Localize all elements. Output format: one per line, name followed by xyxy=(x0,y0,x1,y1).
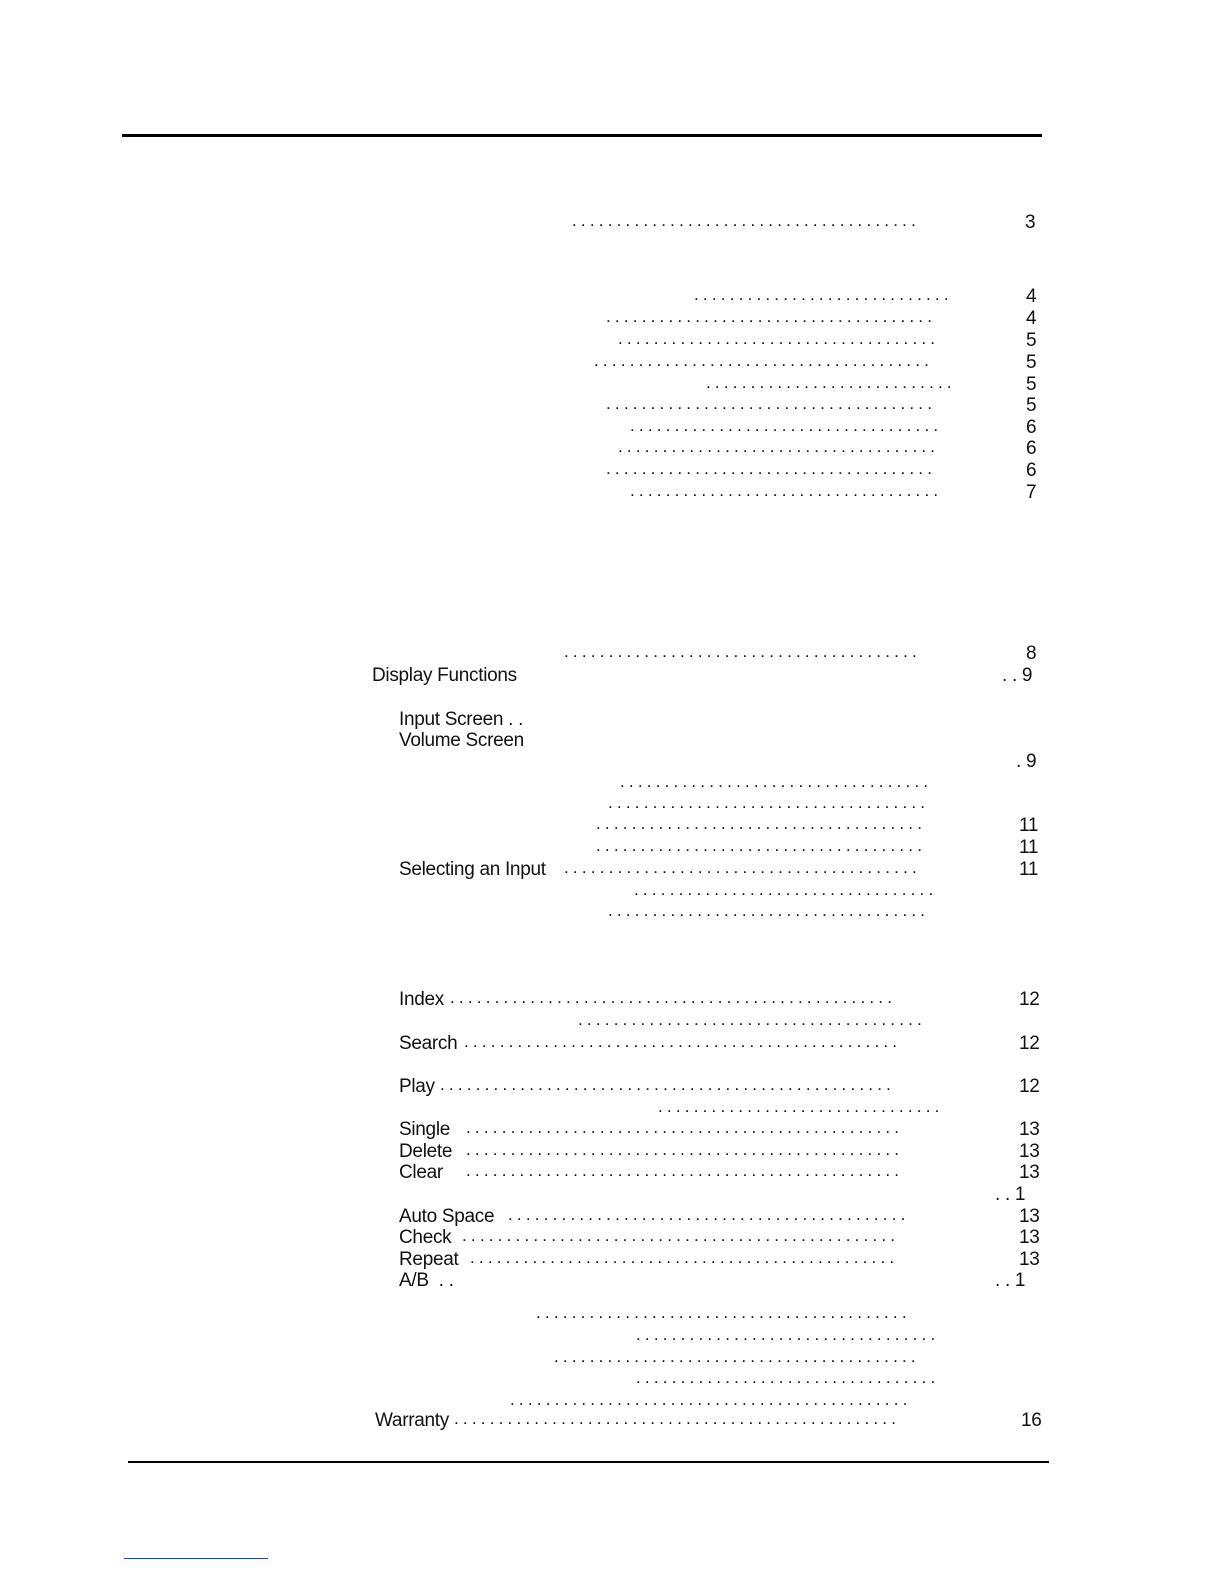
toc-page: 4 xyxy=(1026,286,1037,307)
toc-label: Volume Screen xyxy=(399,730,524,751)
toc-label: Index xyxy=(399,989,444,1010)
footer-rule xyxy=(128,1461,1049,1463)
toc-entry xyxy=(0,1010,927,1033)
toc-entry xyxy=(0,1075,1040,1098)
toc-entry xyxy=(0,665,1033,687)
leader-dots: ......................................... xyxy=(554,1347,920,1366)
leader-dots: ..................................... xyxy=(606,307,937,326)
toc-entry xyxy=(0,1161,1040,1184)
leader-dots: ....................................... xyxy=(572,211,921,230)
toc-page: 5 xyxy=(1026,352,1037,373)
toc-entry xyxy=(0,329,1037,352)
toc-entry xyxy=(0,1270,1026,1292)
toc-entry xyxy=(0,772,933,795)
toc-page: 6 xyxy=(1026,417,1037,438)
toc-entry xyxy=(0,1368,940,1391)
toc-entry xyxy=(0,1226,1040,1249)
toc-entry xyxy=(0,751,1037,773)
toc-entry xyxy=(0,285,1037,308)
toc-label: Input Screen . . xyxy=(399,709,524,730)
leader-dots: .................................................. xyxy=(450,988,897,1007)
toc-entry xyxy=(0,373,1037,396)
toc-page: 11 xyxy=(1019,859,1039,880)
toc-entry xyxy=(0,880,938,903)
toc-entry xyxy=(0,836,1039,859)
toc-page: 16 xyxy=(1021,1410,1042,1431)
toc-page: 5 xyxy=(1026,374,1037,395)
leader-dots: ................................................. xyxy=(466,1140,904,1159)
toc-entry xyxy=(0,459,1037,482)
leader-dots: ................................................. xyxy=(466,1118,904,1137)
header-rule xyxy=(122,134,1042,137)
toc-page: . 9 xyxy=(1016,751,1037,772)
leader-dots: ................................ xyxy=(658,1097,944,1116)
leader-dots: .................................... xyxy=(608,901,930,920)
leader-dots: ........................................ xyxy=(564,642,921,661)
leader-dots: .................................. xyxy=(636,1368,940,1387)
toc-entry xyxy=(0,481,1037,504)
toc-page: 5 xyxy=(1026,330,1037,351)
leader-dots: ...................................... xyxy=(594,351,934,370)
toc-label: Auto Space xyxy=(399,1206,495,1227)
leader-dots: ............................................. xyxy=(508,1205,910,1224)
toc-entry xyxy=(0,709,524,731)
toc-entry xyxy=(0,1303,911,1326)
toc-page: 13 xyxy=(1019,1162,1040,1183)
leader-dots: ................................... xyxy=(630,416,943,435)
leader-dots: ............................................. xyxy=(510,1390,912,1409)
leader-dots: .......................................... xyxy=(536,1303,911,1322)
leader-dots: .................................. xyxy=(634,880,938,899)
toc-entry xyxy=(0,1032,1040,1055)
toc-page: 6 xyxy=(1026,460,1037,481)
leader-dots: ................................................. xyxy=(464,1032,902,1051)
toc-entry xyxy=(0,858,1039,881)
toc-entry xyxy=(0,1097,944,1120)
toc-entry xyxy=(0,793,930,816)
toc-entry xyxy=(0,642,1037,665)
toc-entry xyxy=(0,307,1037,330)
toc-page: 12 xyxy=(1019,989,1040,1010)
leader-dots: ................................... xyxy=(630,481,943,500)
toc-page: 13 xyxy=(1019,1206,1040,1227)
leader-dots: ..................................... xyxy=(596,836,927,855)
toc-label: Single xyxy=(399,1119,451,1140)
toc-label: Clear xyxy=(399,1162,443,1183)
link-underline xyxy=(124,1558,268,1559)
toc-page: 4 xyxy=(1026,308,1037,329)
toc-label: Selecting an Input xyxy=(399,859,546,880)
leader-dots: ................................................ xyxy=(470,1248,899,1267)
leader-dots: ........................................ xyxy=(564,858,921,877)
leader-dots: ............................. xyxy=(694,285,953,304)
toc-label: Warranty xyxy=(375,1410,449,1431)
toc-entry xyxy=(0,901,930,924)
leader-dots: ..................................... xyxy=(596,814,927,833)
toc-entry xyxy=(0,416,1037,439)
toc-page: 13 xyxy=(1019,1249,1040,1270)
toc-entry xyxy=(0,814,1039,837)
leader-dots: ....................................... xyxy=(578,1010,927,1029)
leader-dots: .................................... xyxy=(618,329,940,348)
toc-page: 12 xyxy=(1019,1076,1040,1097)
toc-entry xyxy=(0,730,524,752)
toc-page: . . 1 xyxy=(995,1184,1026,1205)
toc-page: 11 xyxy=(1019,815,1039,836)
leader-dots: ..................................... xyxy=(606,459,937,478)
toc-entry xyxy=(0,1184,1026,1206)
toc-page: 5 xyxy=(1026,395,1037,416)
leader-dots: .................................... xyxy=(618,437,940,456)
toc-page: 11 xyxy=(1019,837,1039,858)
toc-label: Display Functions xyxy=(372,665,517,686)
toc-label: A/B . . xyxy=(399,1270,454,1291)
toc-entry xyxy=(0,1205,1040,1228)
toc-page: . . 9 xyxy=(1002,665,1033,686)
toc-page: 6 xyxy=(1026,438,1037,459)
toc-entry xyxy=(0,1140,1040,1163)
toc-entry xyxy=(0,1409,1042,1432)
toc-page: 13 xyxy=(1019,1119,1040,1140)
leader-dots: .................................... xyxy=(608,793,930,812)
toc-label: Search xyxy=(399,1033,458,1054)
leader-dots: ................................................. xyxy=(466,1161,904,1180)
toc-label: Play xyxy=(399,1076,435,1097)
toc-label: Check xyxy=(399,1227,452,1248)
toc-entry xyxy=(0,988,1040,1011)
toc-entry xyxy=(0,394,1037,417)
toc-entry xyxy=(0,437,1037,460)
leader-dots: ..................................... xyxy=(606,394,937,413)
toc-entry xyxy=(0,1325,940,1348)
toc-page: 13 xyxy=(1019,1227,1040,1248)
toc-entry xyxy=(0,1118,1040,1141)
toc-entry xyxy=(0,211,1036,234)
leader-dots: .................................. xyxy=(636,1325,940,1344)
toc-page: 3 xyxy=(1025,212,1036,233)
toc-page: 13 xyxy=(1019,1141,1040,1162)
leader-dots: .................................................. xyxy=(454,1409,901,1428)
toc-page: 8 xyxy=(1026,643,1037,664)
toc-entry xyxy=(0,1347,920,1370)
leader-dots: ................................................... xyxy=(440,1075,896,1094)
toc-label: Repeat xyxy=(399,1249,459,1270)
leader-dots: ............................ xyxy=(706,373,956,392)
toc-page: 12 xyxy=(1019,1033,1040,1054)
toc-entry xyxy=(0,351,1037,374)
leader-dots: ................................................. xyxy=(462,1226,900,1245)
leader-dots: ................................... xyxy=(620,772,933,791)
toc-page: . . 1 xyxy=(995,1270,1026,1291)
toc-entry xyxy=(0,1248,1040,1271)
toc-label: Delete xyxy=(399,1141,453,1162)
toc-page: 7 xyxy=(1026,482,1037,503)
